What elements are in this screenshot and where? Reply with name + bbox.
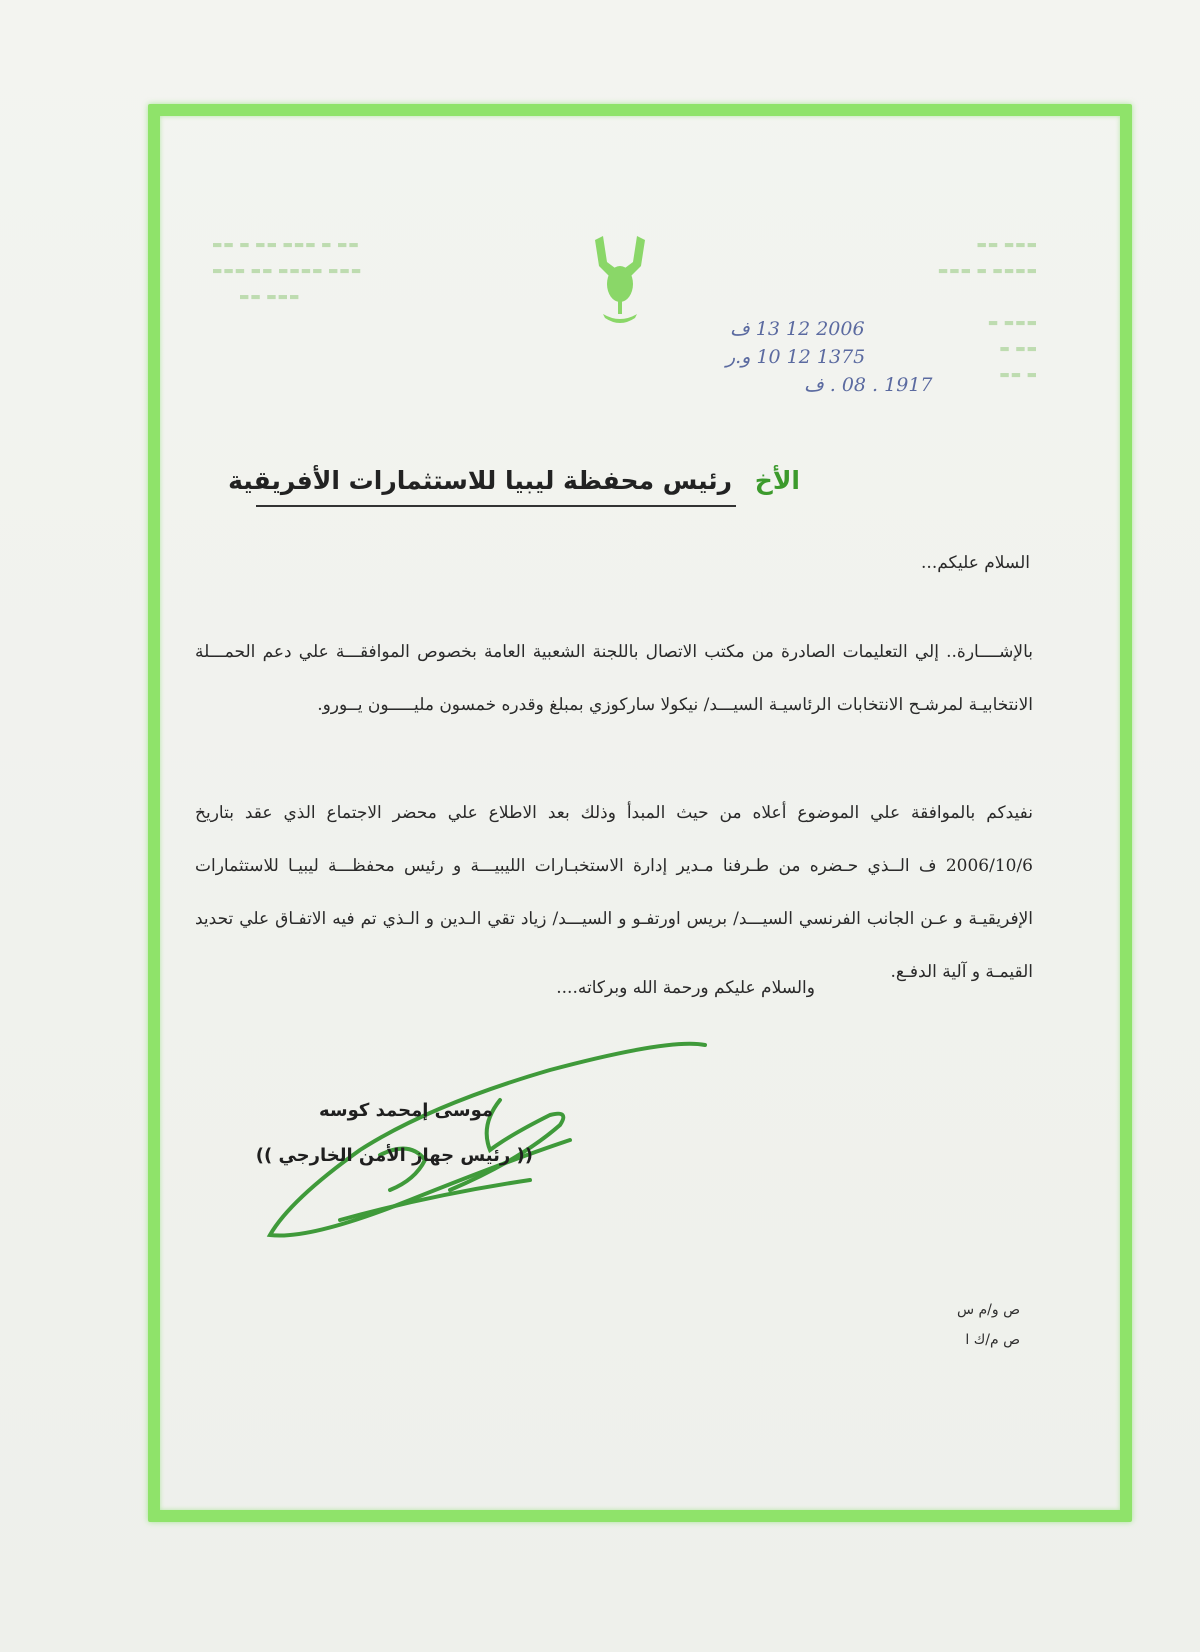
letterhead-line: ▬▬ ▬▬▬ (976, 238, 1038, 251)
letterhead-line (838, 284, 1038, 310)
body-paragraph-2: نفيدكم بالموافقة علي الموضوع أعلاه من حيث المبدأ وذلك بعد الاطلاع علي محضر الاجتماع الذي عقد بتاريخ 2006/10/6 ف الــذي حـضره من طـرفنا مـدير إدارة الاستخبـارات الليبيـــة و رئيس محفظـــة ليبيـا للاستثمارات الإفريقيـة و عـن الجانب الفرنسي السيـــد/ بريس اورتفـو و السيـــد/ زياد تقي الـدين و الـذي تم فيه الاتفـاق علي تحديد القيمـة و آلية الدفـع. (195, 803, 1033, 982)
letterhead-line: ▬ ▬▬▬ (987, 316, 1038, 329)
body-paragraph-1: بالإشــــارة.. إلي التعليمات الصادرة من مكتب الاتصال باللجنة الشعبية العامة بخصوص الموافقـــة علي دعم الحمـــلة الانتخابيـة لمرشـح الانتخابات الرئاسيـة السيـــد/ نيكولا ساركوزي بمبلغ وقدره خمسون مليـــــون يــورو. (195, 642, 1033, 715)
letterhead-line: ▬▬ ▬▬▬ (212, 290, 301, 303)
addressee (228, 466, 800, 495)
letterhead-line: ▬▬▬ ▬▬ ▬▬▬▬ ▬▬▬ (212, 264, 363, 277)
addressee-prefix: الأخ (754, 466, 800, 495)
footer-line-1: ص و/م س (956, 1302, 1020, 1318)
reference-number: 1917 . 08 . ف (804, 374, 933, 396)
signatory-title: (( رئيس جهاز الأمن الخارجي )) (255, 1145, 533, 1166)
letterhead-left (212, 232, 412, 310)
footer-line-2: ص م/ك ا (965, 1332, 1020, 1348)
closing-salutation: والسلام عليكم ورحمة الله وبركاته.... (556, 978, 815, 998)
letterhead-line: ▬▬ ▬ (999, 368, 1038, 381)
letterhead-line: ▬ ▬▬ (999, 342, 1038, 355)
reference-date: 2006 12 13 ف (730, 318, 865, 340)
letterhead-line: ▬▬ ▬ ▬▬ ▬▬▬ ▬ ▬▬ (212, 238, 360, 251)
footer-reference (900, 1295, 1020, 1355)
addressee-title: رئيس محفظة ليبيا للاستثمارات الأفريقية (228, 466, 733, 495)
signatory-name: موسى إمحمد كوسه (319, 1100, 493, 1121)
letterhead-line: ▬▬▬ ▬ ▬▬▬▬ (937, 264, 1038, 277)
falcon-emblem-icon (585, 232, 655, 328)
addressee-underline (256, 505, 736, 507)
greeting: السلام عليكم... (921, 553, 1030, 573)
letterhead-right (838, 232, 1038, 388)
reference-hijri-date: 1375 12 10 و.ر (726, 346, 866, 368)
